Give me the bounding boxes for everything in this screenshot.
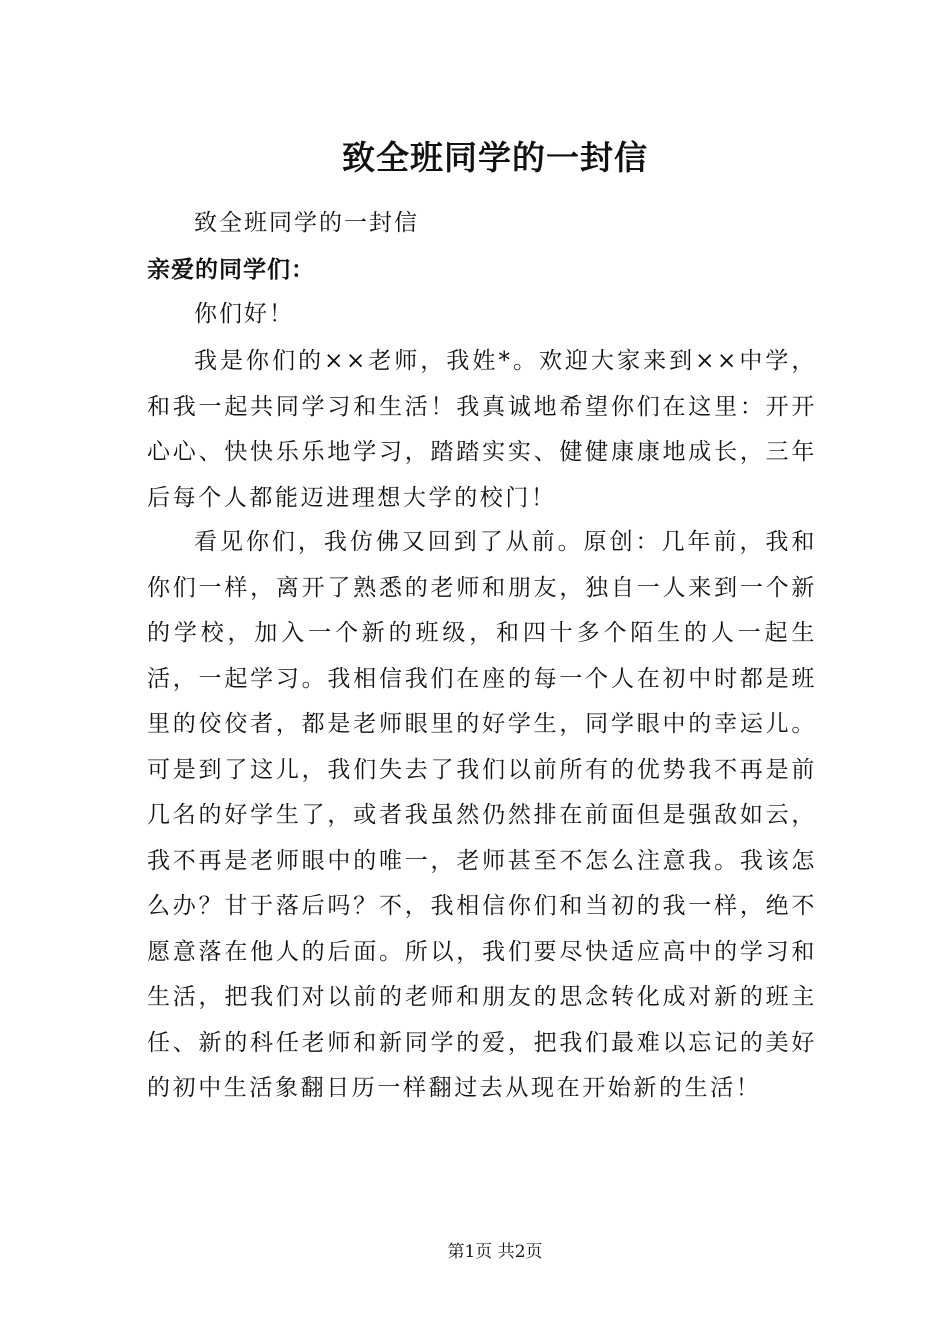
salutation: 亲爱的同学们： <box>147 256 315 283</box>
page-title: 致全班同学的一封信 <box>342 138 648 177</box>
paragraph-reflection: 看见你们，我仿佛又回到了从前。原创：几年前，我和你们一样，离开了熟悉的老师和朋友，独自一人来到一个新的学校，加入一个新的班级，和四十多个陌生的人一起生活，一起学习。我相信我们在座的每一个人在初中时都是班里的佼佼者，都是老师眼里的好学生，同学眼中的幸运儿。可是到了这儿，我们失去了我们以前所有的优势我不再是前几名的好学生了，或者我虽然仍然排在前面但是强敌如云，我不再是老师眼中的唯一，老师甚至不怎么注意我。我该怎么办？甘于落后吗？不，我相信你们和当初的我一样，绝不愿意落在他人的后面。所以，我们要尽快适应高中的学习和生活，把我们对以前的老师和朋友的思念转化成对新的班主任、新的科任老师和新同学的爱，把我们最难以忘记的美好的初中生活象翻日历一样翻过去从现在开始新的生活！ <box>147 529 817 1101</box>
greeting: 你们好！ <box>194 301 294 327</box>
paragraph-welcome: 我是你们的××老师，我姓*。欢迎大家来到××中学，和我一起共同学习和生活！我真诚地希望你们在这里：开开心心、快快乐乐地学习，踏踏实实、健健康康地成长，三年后每个人都能迈进理想大学的校门！ <box>147 348 817 511</box>
letter-subtitle: 致全班同学的一封信 <box>194 210 419 236</box>
page-footer: 第1页 共2页 <box>447 1242 543 1262</box>
